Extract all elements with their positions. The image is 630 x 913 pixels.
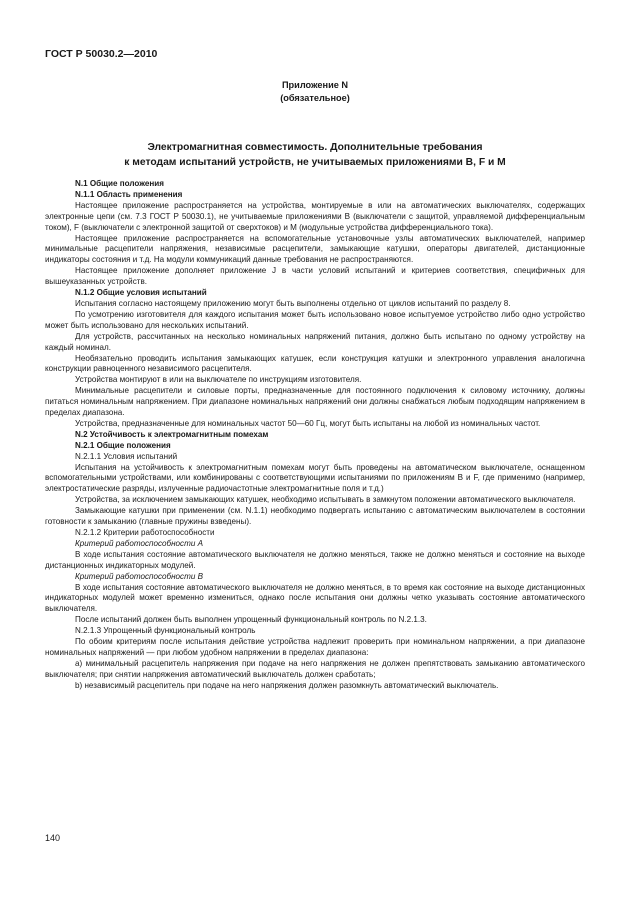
document-body xyxy=(45,179,585,692)
heading-n1-2: N.1.2 Общие условия испытаний xyxy=(75,288,207,298)
paragraph: По обоим критериям после испытания действие устройства надлежит проверить при номинальном напряжении, а при диапазоне номинальных напряжений — при любом удобном напряжении в пределах диапазона: xyxy=(45,637,585,657)
paragraph: Настоящее приложение распространяется на устройства, монтируемые в или на автоматических выключателях, содержащих электронные цепи (см. 7.3 ГОСТ Р 50030.1), не учитываемые приложениями В (выключатели с защитой, управляемой дифференциальным током), F (выключатели с электронной защитой от сверхтоков) и М (модульные устройства дифференциального тока). xyxy=(45,200,585,232)
list-item-b: b) независимый расцепитель при подаче на него напряжения должен разомкнуть автоматический выключатель. xyxy=(75,680,499,690)
paragraph: Устройства, за исключением замыкающих катушек, необходимо испытывать в замкнутом положении автоматического выключателя. xyxy=(75,495,576,505)
section-title-line-1: Электромагнитная совместимость. Дополнительные требования xyxy=(147,142,483,153)
subheading-n2-1-1: N.2.1.1 Условия испытаний xyxy=(75,451,178,461)
heading-n2-1: N.2.1 Общие положения xyxy=(75,440,171,450)
heading-n2: N.2 Устойчивость к электромагнитным помехам xyxy=(75,429,269,439)
paragraph: Настоящее приложение дополняет приложение J в части условий испытаний и критериев соответствия, специфичных для вышеуказанных устройств. xyxy=(45,266,585,287)
paragraph: В ходе испытания состояние автоматического выключателя не должно меняться, также не должно меняться и состояние на выходе дистанционных индикаторных модулей. xyxy=(45,549,585,570)
paragraph: Замыкающие катушки при применении (см. N.1.1) необходимо подвергать испытанию с автоматическим выключателем в состоянии готовности к замыканию (главные пружины взведены). xyxy=(45,506,585,527)
heading-n1: N.1 Общие положения xyxy=(75,179,164,188)
annex-title: Приложение N xyxy=(281,80,349,90)
paragraph: По усмотрению изготовителя для каждого испытания может быть использовано новое испытуемое устройство либо одно устройство может быть использовано для нескольких испытаний. xyxy=(45,309,585,330)
paragraph: Испытания на устойчивость к электромагнитным помехам могут быть проведены на автоматическом выключателе, оснащенном вспомогательными устройствами, или комбинированы с соответствующими испытаниями по приложениям В и F, где применимо (например, электростатические разряды, излученные радиочастотные электромагнитные поля и т.д.) xyxy=(45,462,585,494)
page-number: 140 xyxy=(45,833,61,843)
paragraph: Устройства, предназначенные для номинальных частот 50—60 Гц, могут быть испытаны на любой из номинальных частот. xyxy=(75,418,541,428)
paragraph: Для устройств, рассчитанных на несколько номинальных напряжений питания, должно быть испытано по одному устройству на каждый номинал. xyxy=(45,331,585,352)
paragraph: В ходе испытания состояние автоматического выключателя не должно меняться, в то время как состояние на выходе дистанционных индикаторных модулей может временно измениться, однако после испытания они должны четко указывать состояние автоматического выключателя. xyxy=(45,582,585,614)
paragraph: Испытания согласно настоящему приложению могут быть выполнены отдельно от циклов испытаний по разделу 8. xyxy=(75,298,511,308)
standard-header: ГОСТ Р 50030.2—2010 xyxy=(45,48,158,60)
section-title-line-2: к методам испытаний устройств, не учитываемых приложениями В, F и М xyxy=(124,157,506,168)
paragraph: Необязательно проводить испытания замыкающих катушек, если конструкция катушки и электронного управления аналогична конструкции равноценного независимого расцепителя. xyxy=(45,353,585,374)
subheading-n2-1-2: N.2.1.2 Критерии работоспособности xyxy=(75,528,215,537)
heading-n1-1: N.1.1 Область применения xyxy=(75,189,183,199)
criterion-b-heading: Критерий работоспособности В xyxy=(75,571,203,581)
list-item-a: а) минимальный расцепитель напряжения при подаче на него напряжения не должен препятствовать замыканию автоматического выключателя; при снятии напряжения автоматический выключатель должен сработать; xyxy=(45,658,585,679)
subheading-n2-1-3: N.2.1.3 Упрощенный функциональный контроль xyxy=(75,626,256,636)
annex-status: (обязательное) xyxy=(280,93,350,103)
paragraph: После испытаний должен быть выполнен упрощенный функциональный контроль по N.2.1.3. xyxy=(75,615,427,625)
paragraph: Устройства монтируют в или на выключателе по инструкциям изготовителя. xyxy=(75,375,362,385)
criterion-a-heading: Критерий работоспособности А xyxy=(75,538,203,548)
paragraph: Настоящее приложение распространяется на вспомогательные установочные узлы автоматических выключателей, например минимальные расцепители напряжения, независимые расцепители, замыкающие катушки, операторы двигателей, дистанционные индикаторы состояния и т.д. На модули коммуникаций данные требования не распространяются. xyxy=(45,233,585,265)
paragraph: Минимальные расцепители и силовые порты, предназначенные для постоянного подключения к силовому источнику, должны питаться номинальным напряжением. При диапазоне номинальных напряжений они должны снабжаться любым подходящим напряжением в пределах диапазона. xyxy=(45,386,585,418)
